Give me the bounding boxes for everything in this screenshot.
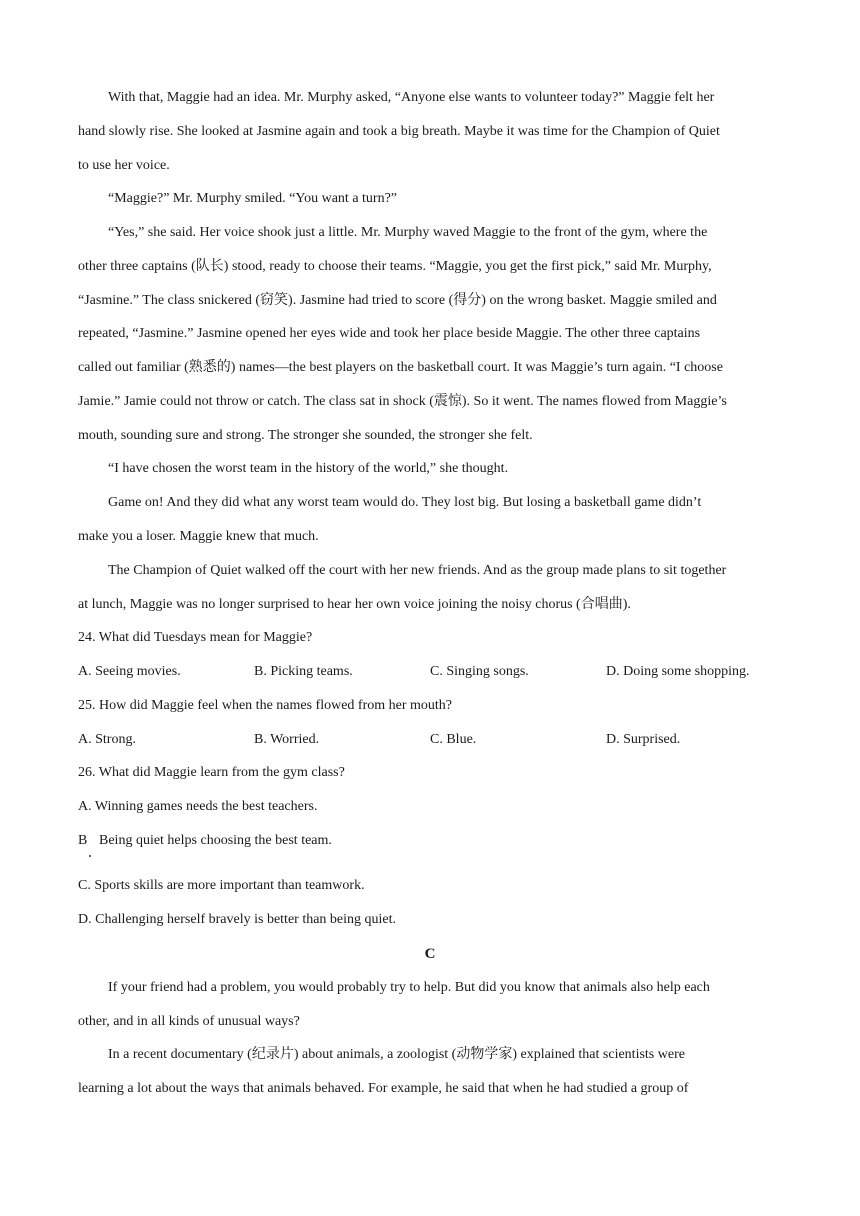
question-26-stem: 26. What did Maggie learn from the gym class? <box>78 765 345 780</box>
passage-line: other three captains (队长) stood, ready to choose their teams. “Maggie, you get the first pick,” said Mr. Murphy, <box>78 259 712 274</box>
passage-line: With that, Maggie had an idea. Mr. Murphy asked, “Anyone else wants to volunteer today?” Maggie felt her <box>108 90 715 105</box>
passage-line: “Maggie?” Mr. Murphy smiled. “You want a turn?” <box>108 191 398 206</box>
question-25-option-c: C. Blue. <box>430 732 477 747</box>
question-24-stem: 24. What did Tuesdays mean for Maggie? <box>78 630 313 645</box>
passage-line: If your friend had a problem, you would probably try to help. But did you know that animals also help each <box>108 980 710 995</box>
passage-line: to use her voice. <box>78 158 170 173</box>
question-26-option-b-letter: B <box>78 833 88 848</box>
passage-line: mouth, sounding sure and strong. The stronger she sounded, the stronger she felt. <box>78 428 533 443</box>
question-26-option-a: A. Winning games needs the best teachers. <box>78 799 318 814</box>
passage-line: The Champion of Quiet walked off the court with her new friends. And as the group made plans to sit together <box>108 563 727 578</box>
question-24-option-b: B. Picking teams. <box>254 664 353 679</box>
passage-line: “Jasmine.” The class snickered (窃笑). Jasmine had tried to score (得分) on the wrong basket. Maggie smiled and <box>78 293 717 308</box>
passage-line: called out familiar (熟悉的) names—the best players on the basketball court. It was Maggie’s turn again. “I choose <box>78 360 723 375</box>
passage-line: “Yes,” she said. Her voice shook just a little. Mr. Murphy waved Maggie to the front of the gym, where the <box>108 225 708 240</box>
question-26-option-d: D. Challenging herself bravely is better than being quiet. <box>78 912 397 927</box>
passage-line: learning a lot about the ways that animals behaved. For example, he said that when he had studied a group of <box>78 1081 689 1096</box>
passage-line: at lunch, Maggie was no longer surprised to hear her own voice joining the noisy chorus (合唱曲). <box>78 597 631 612</box>
passage-line: other, and in all kinds of unusual ways? <box>78 1014 300 1029</box>
question-24-option-d: D. Doing some shopping. <box>606 664 750 679</box>
question-24-option-a: A. Seeing movies. <box>78 664 181 679</box>
passage-line: repeated, “Jasmine.” Jasmine opened her eyes wide and took her place beside Maggie. The other three captains <box>78 326 701 341</box>
passage-line: Jamie.” Jamie could not throw or catch. The class sat in shock (震惊). So it went. The names flowed from Maggie’s <box>78 394 727 409</box>
passage-line: hand slowly rise. She looked at Jasmine again and took a big breath. Maybe it was time for the Champion of Quiet <box>78 124 720 139</box>
section-title: C <box>424 946 436 962</box>
question-26-option-b-text: Being quiet helps choosing the best team. <box>99 833 332 848</box>
question-24-option-c: C. Singing songs. <box>430 664 529 679</box>
question-25-option-a: A. Strong. <box>78 732 136 747</box>
question-25-stem: 25. How did Maggie feel when the names flowed from her mouth? <box>78 698 453 713</box>
passage-line: “I have chosen the worst team in the history of the world,” she thought. <box>108 461 509 476</box>
stray-period-mark <box>89 855 91 857</box>
passage-line: make you a loser. Maggie knew that much. <box>78 529 319 544</box>
passage-line: In a recent documentary (纪录片) about animals, a zoologist (动物学家) explained that scientists were <box>108 1047 685 1062</box>
question-26-option-c: C. Sports skills are more important than teamwork. <box>78 878 365 893</box>
question-25-option-b: B. Worried. <box>254 732 320 747</box>
question-25-option-d: D. Surprised. <box>606 732 681 747</box>
passage-line: Game on! And they did what any worst team would do. They lost big. But losing a basketball game didn’t <box>108 495 702 510</box>
